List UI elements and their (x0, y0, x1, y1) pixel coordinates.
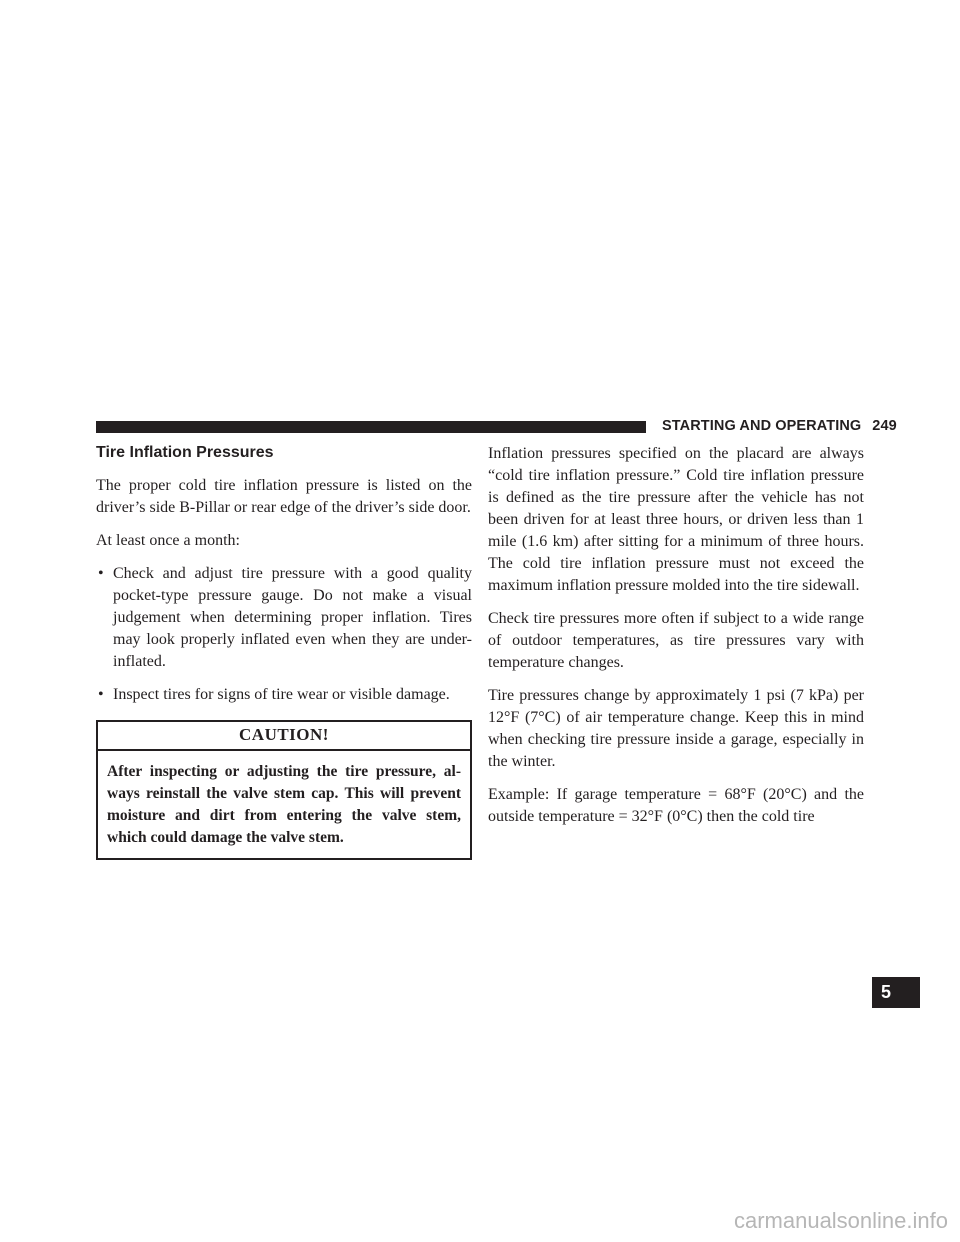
caution-body: After inspecting or adjusting the tire pressure, al-ways reinstall the valve stem cap. This will prevent moisture and dirt from entering the valve stem, which could damage the valve stem. (107, 763, 461, 846)
list-item (96, 563, 472, 673)
frequency-paragraph: At least once a month: (96, 532, 240, 549)
list-item-text: Inspect tires for signs of tire wear or visible damage. (113, 686, 450, 703)
paragraph: Tire pressures change by approximately 1 psi (7 kPa) per 12°F (7°C) of air temperature change. Keep this in mind when checking tire pressure inside a garage, especially in the winter. (488, 687, 864, 770)
right-column (488, 443, 864, 839)
running-header (662, 418, 897, 434)
header-rule (96, 421, 646, 433)
paragraph: Example: If garage temperature = 68°F (20°C) and the outside temperature = 32°F (0°C) then the cold tire (488, 786, 864, 825)
paragraph: Inflation pressures specified on the placard are always “cold tire inflation pressure.” Cold tire inflation pressure is defined as the tire pressure after the vehicle has not been driven for at least three hours, or driven less than 1 mile (1.6 km) after sitting for a minimum of three hours. The cold tire inflation pressure must not exceed the maximum inflation pressure molded into the tire sidewall. (488, 445, 864, 594)
left-column (96, 443, 472, 860)
caution-title: CAUTION! (98, 722, 470, 751)
list-item-text: Check and adjust tire pressure with a good quality pocket-type pressure gauge. Do not make a visual judgement when determining proper inflation. Tires may look properly inflated even when they are under-inflated. (113, 565, 472, 670)
bullet-icon: • (98, 686, 104, 703)
watermark: carmanualsonline.info (733, 1208, 948, 1233)
intro-paragraph: The proper cold tire inflation pressure is listed on the driver’s side B-Pillar or rear edge of the driver’s side door. (96, 477, 472, 516)
page-number: 249 (872, 418, 897, 434)
section-title: STARTING AND OPERATING (662, 418, 862, 434)
bullet-icon: • (98, 565, 104, 582)
section-heading: Tire Inflation Pressures (96, 444, 274, 461)
bullet-list (96, 563, 472, 706)
list-item (96, 684, 472, 706)
paragraph: Check tire pressures more often if subject to a wide range of outdoor temperatures, as tire pressures vary with temperature changes. (488, 610, 864, 671)
caution-box (96, 720, 472, 860)
chapter-tab: 5 (872, 977, 920, 1008)
